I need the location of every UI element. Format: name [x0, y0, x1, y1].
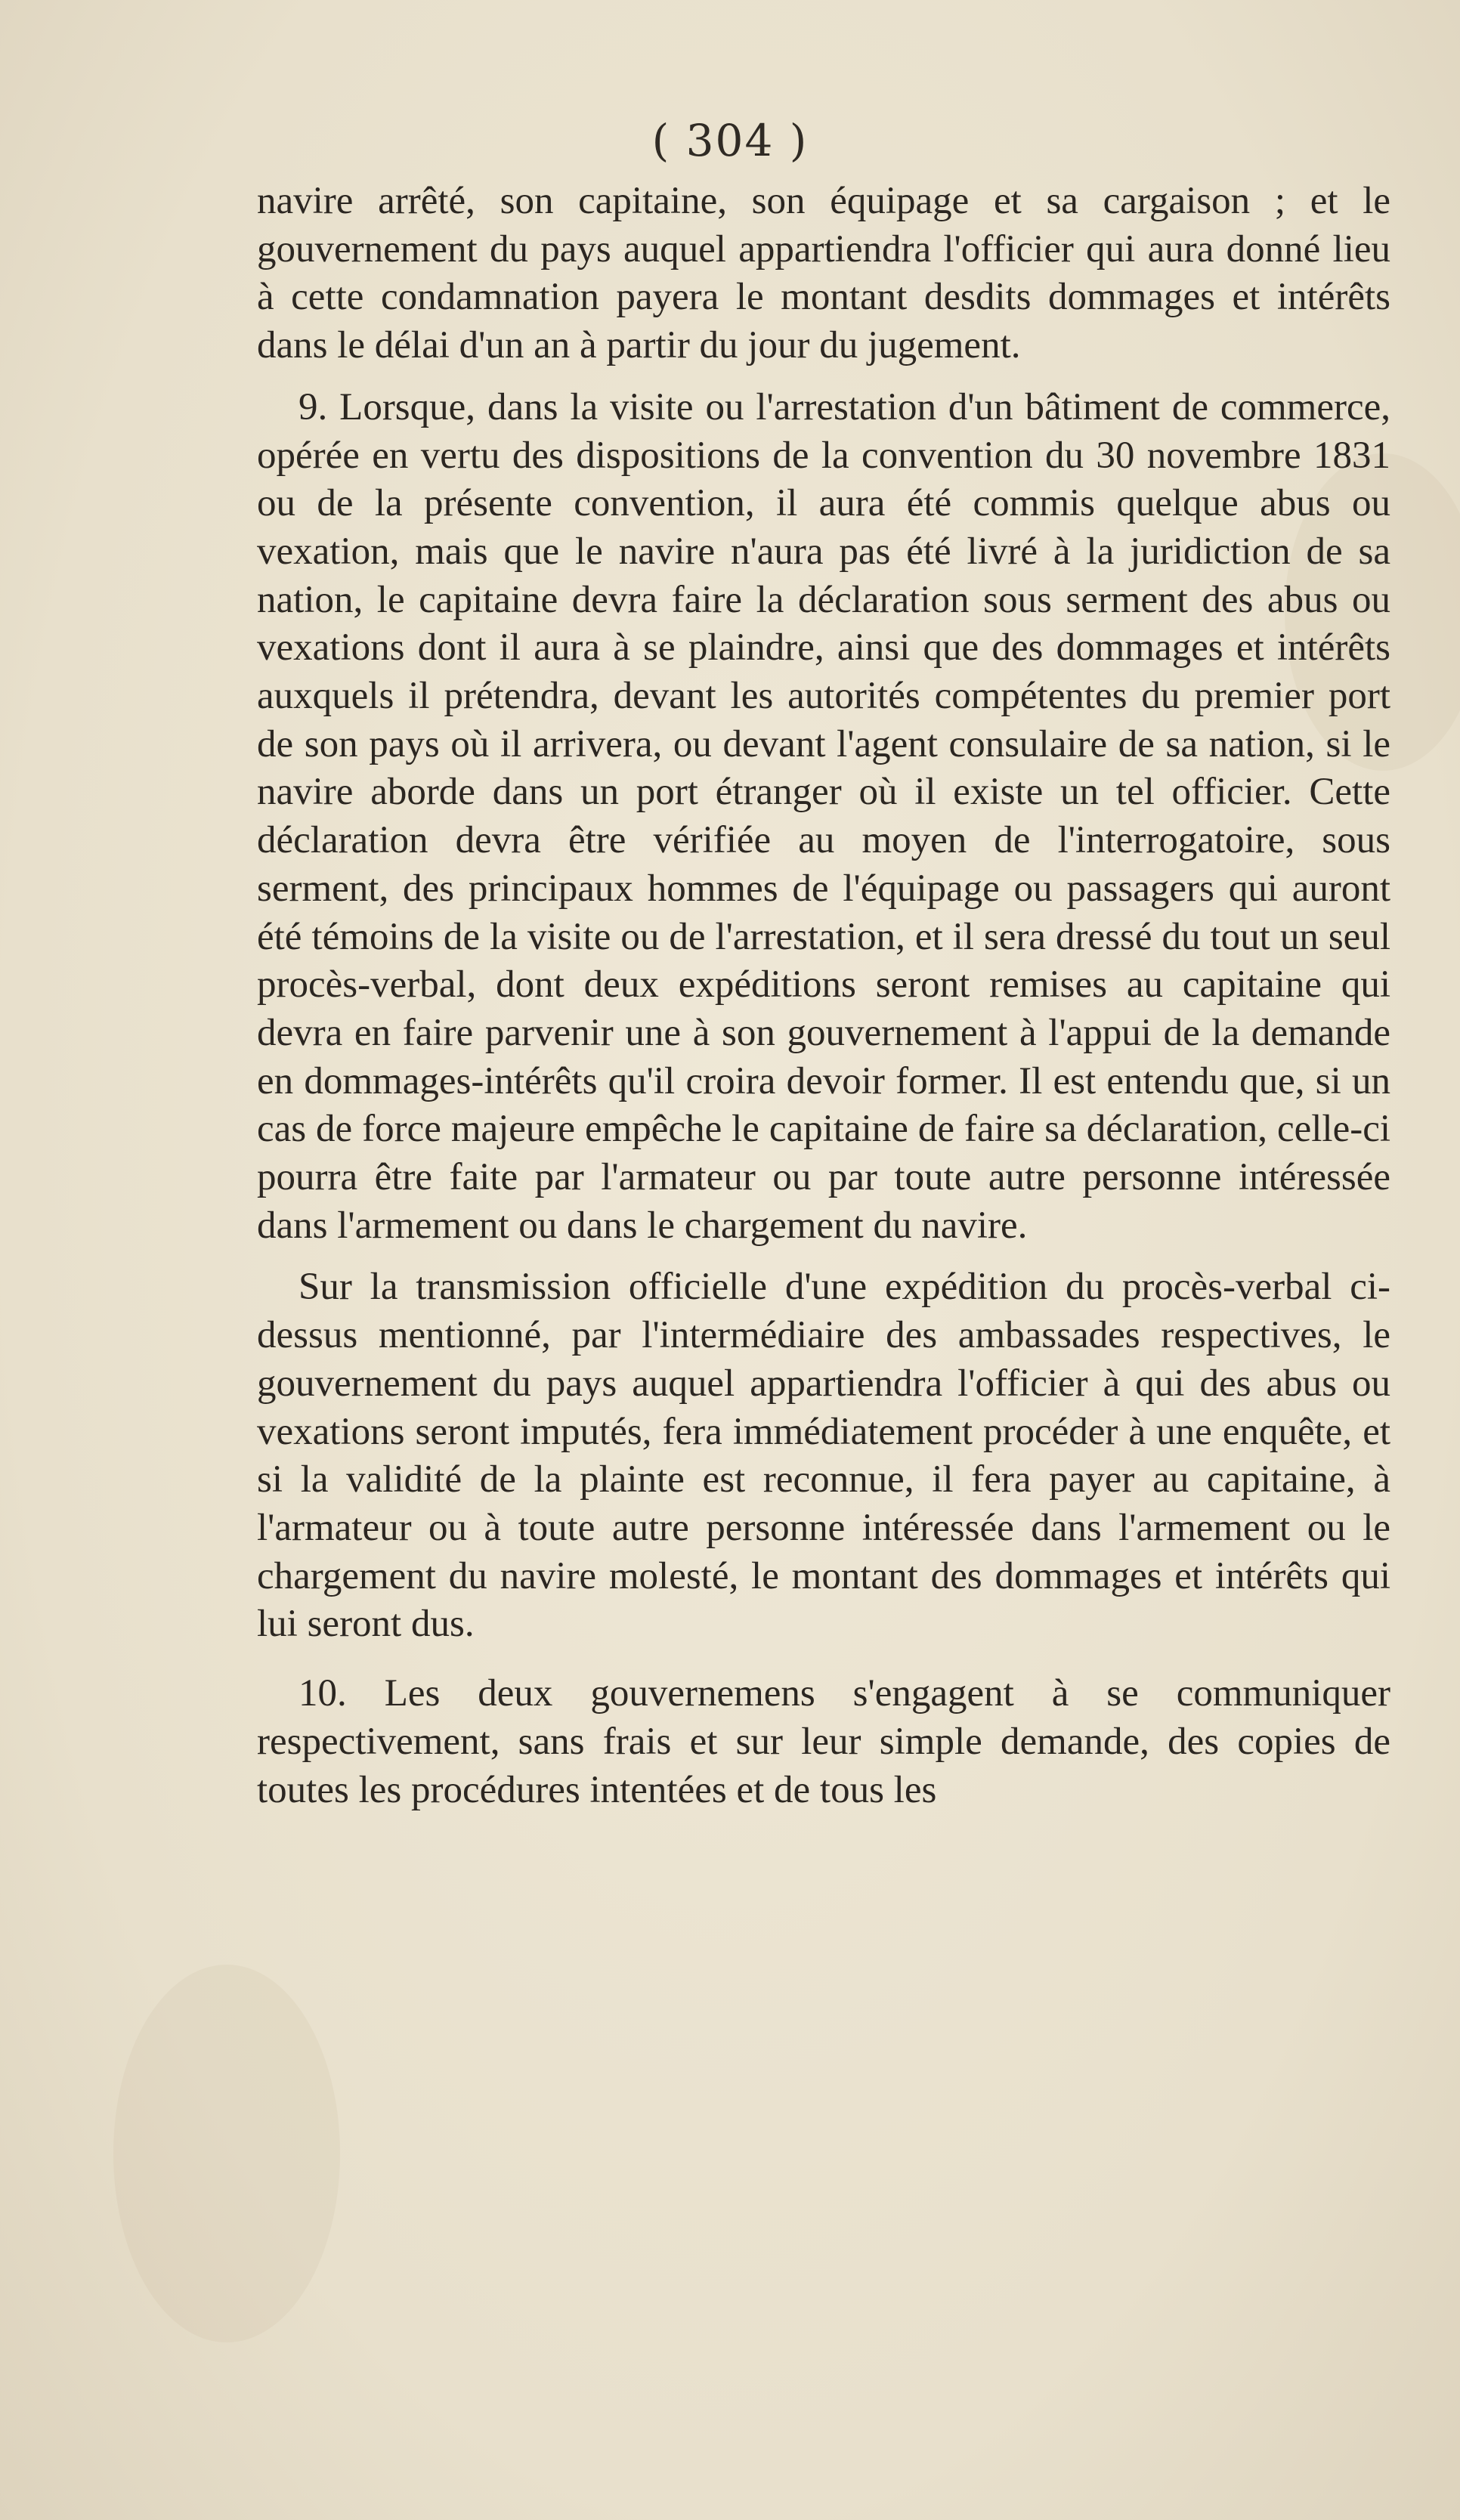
body-text — [257, 178, 1390, 1814]
paragraph-article-10: 10. Les deux gouvernemens s'engagent à se communiquer respectivement, sans frais et sur leur simple demande, des copies de toutes les procédures intentées et de tous les — [257, 1672, 1390, 1811]
paragraph-article-9: 9. Lorsque, dans la visite ou l'arrestation d'un bâtiment de commerce, opérée en vertu des dispositions de la convention du 30 novembre 1831 ou de la présente convention, il aura été commis quelque abus ou vexation, mais que le navire n'aura pas été livré à la juridiction de sa nation, le capitaine devra faire la déclaration sous serment des abus ou vexations dont il aura à se plaindre, ainsi que des dommages et intérêts auxquels il prétendra, devant les autorités compétentes du premier port de son pays où il arrivera, ou devant l'agent consulaire de sa nation, si le navire aborde dans un port étranger où il existe un tel officier. Cette déclaration devra être vérifiée au moyen de l'interrogatoire, sous serment, des principaux hommes de l'équipage ou passagers qui auront été témoins de la visite ou de l'arrestation, et il sera dressé du tout un seul procès-verbal, dont deux expéditions seront remises au capitaine qui devra en faire parvenir une à son gouvernement à l'appui de la demande en dommages-intérêts qu'il croira devoir former. Il est entendu que, si un cas de force majeure empêche le capitaine de faire sa déclaration, celle-ci pourra être faite par l'armateur ou par toute autre personne intéressée dans l'armement ou dans le chargement du navire. — [257, 385, 1390, 1247]
paper-stain — [113, 1965, 340, 2342]
paragraph-transmission: Sur la transmission officielle d'une expédition du procès-verbal ci-dessus mentionné, par l'intermédiaire des ambassades respectives, le gouvernement du pays auquel appartiendra l'officier à qui des abus ou vexations seront imputés, fera immédiatement procéder à une enquête, et si la validité de la plainte est reconnue, il fera payer au capitaine, à l'armateur ou à toute autre personne intéressée dans l'armement ou le chargement du navire molesté, le montant des dommages et intérêts qui lui seront dus. — [257, 1266, 1390, 1646]
page-number: ( 304 ) — [651, 115, 809, 166]
paragraph-continuation: navire arrêté, son capitaine, son équipage et sa cargaison ; et le gouvernement du pays auquel appartiendra l'officier qui aura donné lieu à cette condamnation payera le montant desdits dommages et intérêts dans le délai d'un an à partir du jour du jugement. — [257, 180, 1390, 367]
